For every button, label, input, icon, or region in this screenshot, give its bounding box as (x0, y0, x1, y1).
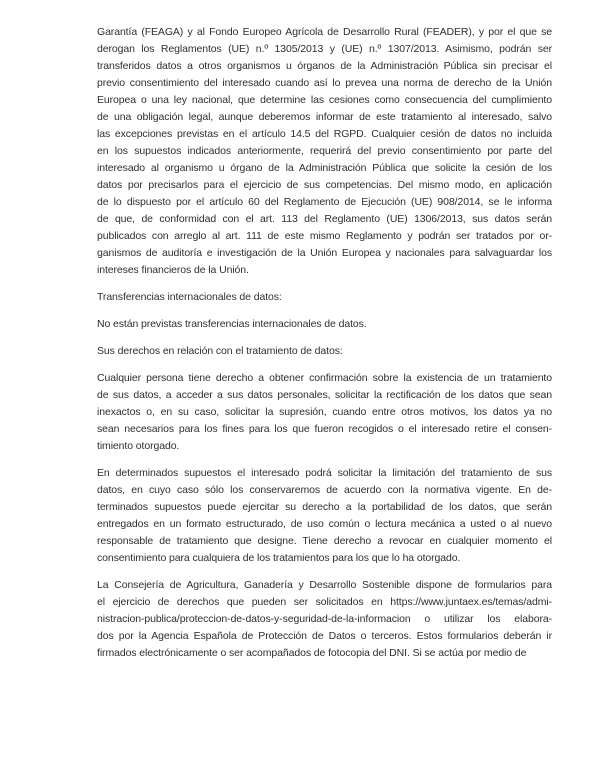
text-line: interesado al organismo u órgano de la Administración Pública que solicite la cesión de los (97, 162, 552, 174)
text-line: las excepciones previstas en el artículo 14.5 del RGPD. Cualquier cesión de datos no incluida (97, 128, 552, 140)
text-line: nistracion-publica/proteccion-de-datos-y-seguridad-de-la-informacion o utilizar los elabora- (97, 613, 552, 625)
text-line: entregados en un formato estructurado, de uso común o lectura mecánica a usted o al nuevo (97, 518, 552, 530)
paragraph-formularios-consejeria (97, 577, 552, 662)
text-line: ganismos de auditoría e investigación de la Unión Europea y nacionales para salvaguardar los (97, 247, 552, 259)
text-line: timiento otorgado. (97, 440, 180, 452)
heading-derechos-tratamiento (97, 343, 552, 360)
text-line: publicados con arreglo al art. 111 de este mismo Reglamento y podrán ser tratados por or- (97, 230, 552, 242)
text-line: Sus derechos en relación con el tratamiento de datos: (97, 345, 343, 357)
text-line: No están previstas transferencias internacionales de datos. (97, 318, 367, 330)
paragraph-limitacion-portabilidad (97, 465, 552, 567)
text-line: Europea o una ley nacional, que determine las cesiones como consecuencia del cumplimiento (97, 94, 552, 106)
paragraph-no-transferencias (97, 316, 552, 333)
text-line: intereses financieros de la Unión. (97, 264, 249, 276)
text-line: previo consentimiento del interesado cuando así lo prevea una norma de derecho de la Unión (97, 77, 552, 89)
text-line: sean necesarios para los fines para los que fueron recogidos o el interesado retire el consen- (97, 423, 552, 435)
document-body (97, 24, 552, 662)
paragraph-derechos-acceso (97, 370, 552, 455)
text-line: La Consejería de Agricultura, Ganadería y Desarrollo Sostenible dispone de formularios para (97, 579, 552, 591)
text-line: dos por la Agencia Española de Protección de Datos o terceros. Estos formularios deberán ir (97, 630, 552, 642)
text-line: Garantía (FEAGA) y al Fondo Europeo Agrícola de Desarrollo Rural (FEADER), y por el que se (97, 26, 552, 38)
text-line: de sus datos, a acceder a sus datos personales, solicitar la rectificación de los datos que sean (97, 389, 552, 401)
text-line: inexactos o, en su caso, solicitar la supresión, cuando entre otros motivos, los datos ya no (97, 406, 552, 418)
text-line: responsable de tratamiento que designe. Tiene derecho a revocar en cualquier momento el (97, 535, 552, 547)
text-line: el ejercicio de derechos que pueden ser solicitados en https://www.juntaex.es/temas/admi- (97, 596, 552, 608)
text-line: terminados supuestos puede ejercitar su derecho a la portabilidad de los datos, que serán (97, 501, 552, 513)
paragraph-feaga-feader-cesiones (97, 24, 552, 279)
text-line: de lo dispuesto por el artículo 60 del Reglamento de Ejecución (UE) 908/2014, se le informa (97, 196, 552, 208)
text-line: En determinados supuestos el interesado podrá solicitar la limitación del tratamiento de sus (97, 467, 552, 479)
text-line: datos por precisarlos para el ejercicio de sus competencias. Del mismo modo, en aplicación (97, 179, 552, 191)
text-line: de una obligación legal, aunque deberemos informar de este tratamiento al interesado, salvo (97, 111, 552, 123)
heading-transferencias-internacionales (97, 289, 552, 306)
text-line: datos, en cuyo caso sólo los conservaremos de acuerdo con la normativa vigente. En de- (97, 484, 552, 496)
text-line: consentimiento para cualquiera de los tratamientos para los que lo ha otorgado. (97, 552, 461, 564)
text-line: derogan los Reglamentos (UE) n.º 1305/2013 y (UE) n.º 1307/2013. Asimismo, podrán ser (97, 43, 552, 55)
text-line: transferidos datos a otros organismos u órganos de la Administración Pública sin precisar el (97, 60, 552, 72)
text-line: firmados electrónicamente o ser acompañados de fotocopia del DNI. Si se actúa por medio de (97, 647, 527, 659)
text-line: Cualquier persona tiene derecho a obtener confirmación sobre la existencia de un tratamiento (97, 372, 552, 384)
text-line: de que, de conformidad con el art. 113 del Reglamento (UE) 1306/2013, sus datos serán (97, 213, 552, 225)
text-line: en los supuestos indicados anteriormente, requerirá del previo consentimiento por parte del (97, 145, 552, 157)
text-line: Transferencias internacionales de datos: (97, 291, 282, 303)
